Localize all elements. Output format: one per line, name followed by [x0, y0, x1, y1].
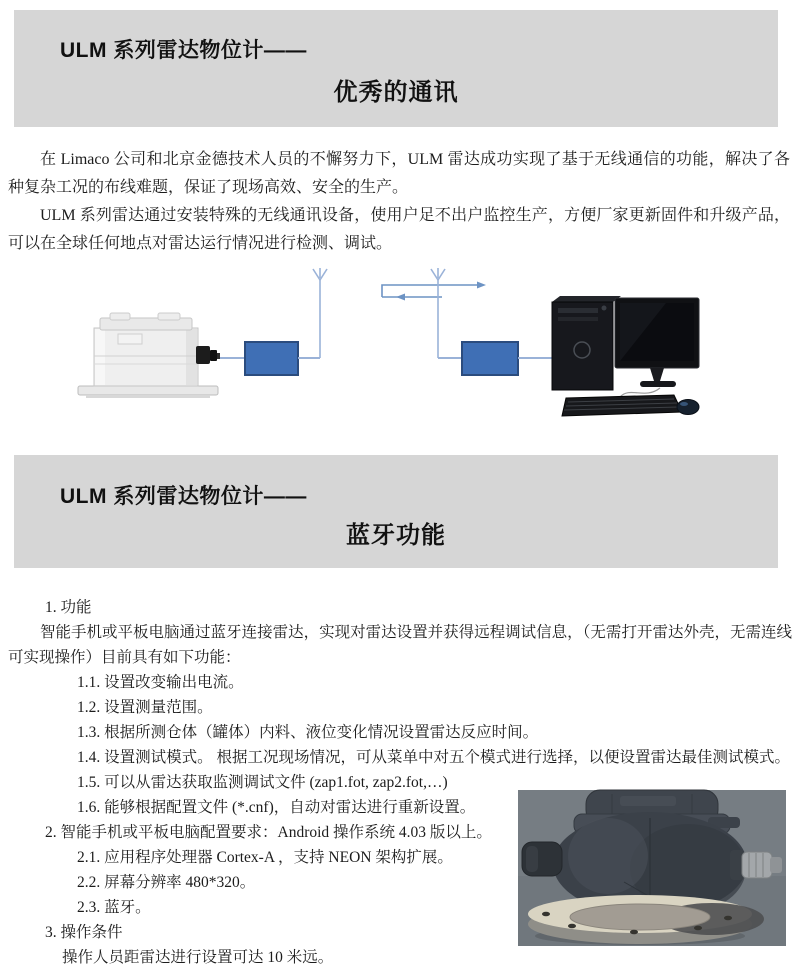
wireless-communication-diagram [60, 258, 760, 443]
list-item-1-3: 1.3. 根据所测仓体（罐体）内料、液位变化情况设置雷达反应时间。 [77, 724, 539, 741]
intro-paragraph-2: ULM 系列雷达通过安装特殊的无线通讯设备，使用户足不出户监控生产，方便厂家更新固件和升级产品，可以在全球任何地点对雷达运行情况进行检测、调试。 [8, 207, 790, 252]
list-item-1-2: 1.2. 设置测量范围。 [77, 699, 213, 716]
radar-device-photo [516, 786, 788, 956]
wireless-link-arrows-icon [382, 282, 486, 301]
list-item-requirements-heading: 2. 智能手机或平板电脑配置要求：Android 操作系统 4.03 版以上。 [45, 824, 492, 841]
antenna-left-icon [313, 268, 327, 358]
list-item-1-6: 1.6. 能够根据配置文件 (*.cnf)，自动对雷达进行重新设置。 [77, 799, 476, 816]
list-item-1-1: 1.1. 设置改变输出电流。 [77, 674, 244, 691]
radar-level-meter-illustration [78, 313, 220, 398]
banner-subtitle: 蓝牙功能 [346, 522, 446, 549]
list-item-operating-text: 操作人员距雷达进行设置可达 10 米远。 [62, 949, 334, 966]
intro-text [8, 146, 790, 258]
list-item-operating-heading: 3. 操作条件 [45, 924, 123, 941]
list-item-function-heading: 1. 功能 [45, 599, 92, 616]
banner-title: ULM 系列雷达物位计—— [60, 39, 307, 62]
list-item-1-4: 1.4. 设置测试模式。 根据工况现场情况，可从菜单中对五个模式进行选择，以便设置雷达最佳测试模式。 [77, 749, 791, 766]
cable-connector [196, 346, 210, 364]
desktop-computer-illustration [552, 296, 699, 416]
section-banner-bluetooth [14, 455, 778, 568]
list-item-function-intro: 智能手机或平板电脑通过蓝牙连接雷达，实现对雷达设置并获得远程调试信息，（无需打开雷达外壳，无需连线可实现操作）目前具有如下功能： [8, 624, 792, 666]
wireless-module-right [462, 342, 518, 375]
list-item-1-5: 1.5. 可以从雷达获取监测调试文件 (zap1.fot, zap2.fot,…) [77, 774, 448, 791]
list-item-2-2: 2.2. 屏幕分辨率 480*320。 [77, 874, 256, 891]
mouse-icon [677, 400, 699, 415]
intro-paragraph-1: 在 Limaco 公司和北京金德技术人员的不懈努力下，ULM 雷达成功实现了基于无线通信的功能，解决了各种复杂工况的布线难题，保证了现场高效、安全的生产。 [8, 151, 790, 196]
list-item-2-1: 2.1. 应用程序处理器 Cortex-A ，支持 NEON 架构扩展。 [77, 849, 453, 866]
banner-title: ULM 系列雷达物位计—— [60, 485, 307, 508]
list-item-2-3: 2.3. 蓝牙。 [77, 899, 151, 916]
antenna-right-icon [431, 268, 445, 358]
section-banner-communication [14, 10, 778, 127]
banner-subtitle: 优秀的通讯 [333, 79, 459, 106]
wireless-module-left [245, 342, 298, 375]
